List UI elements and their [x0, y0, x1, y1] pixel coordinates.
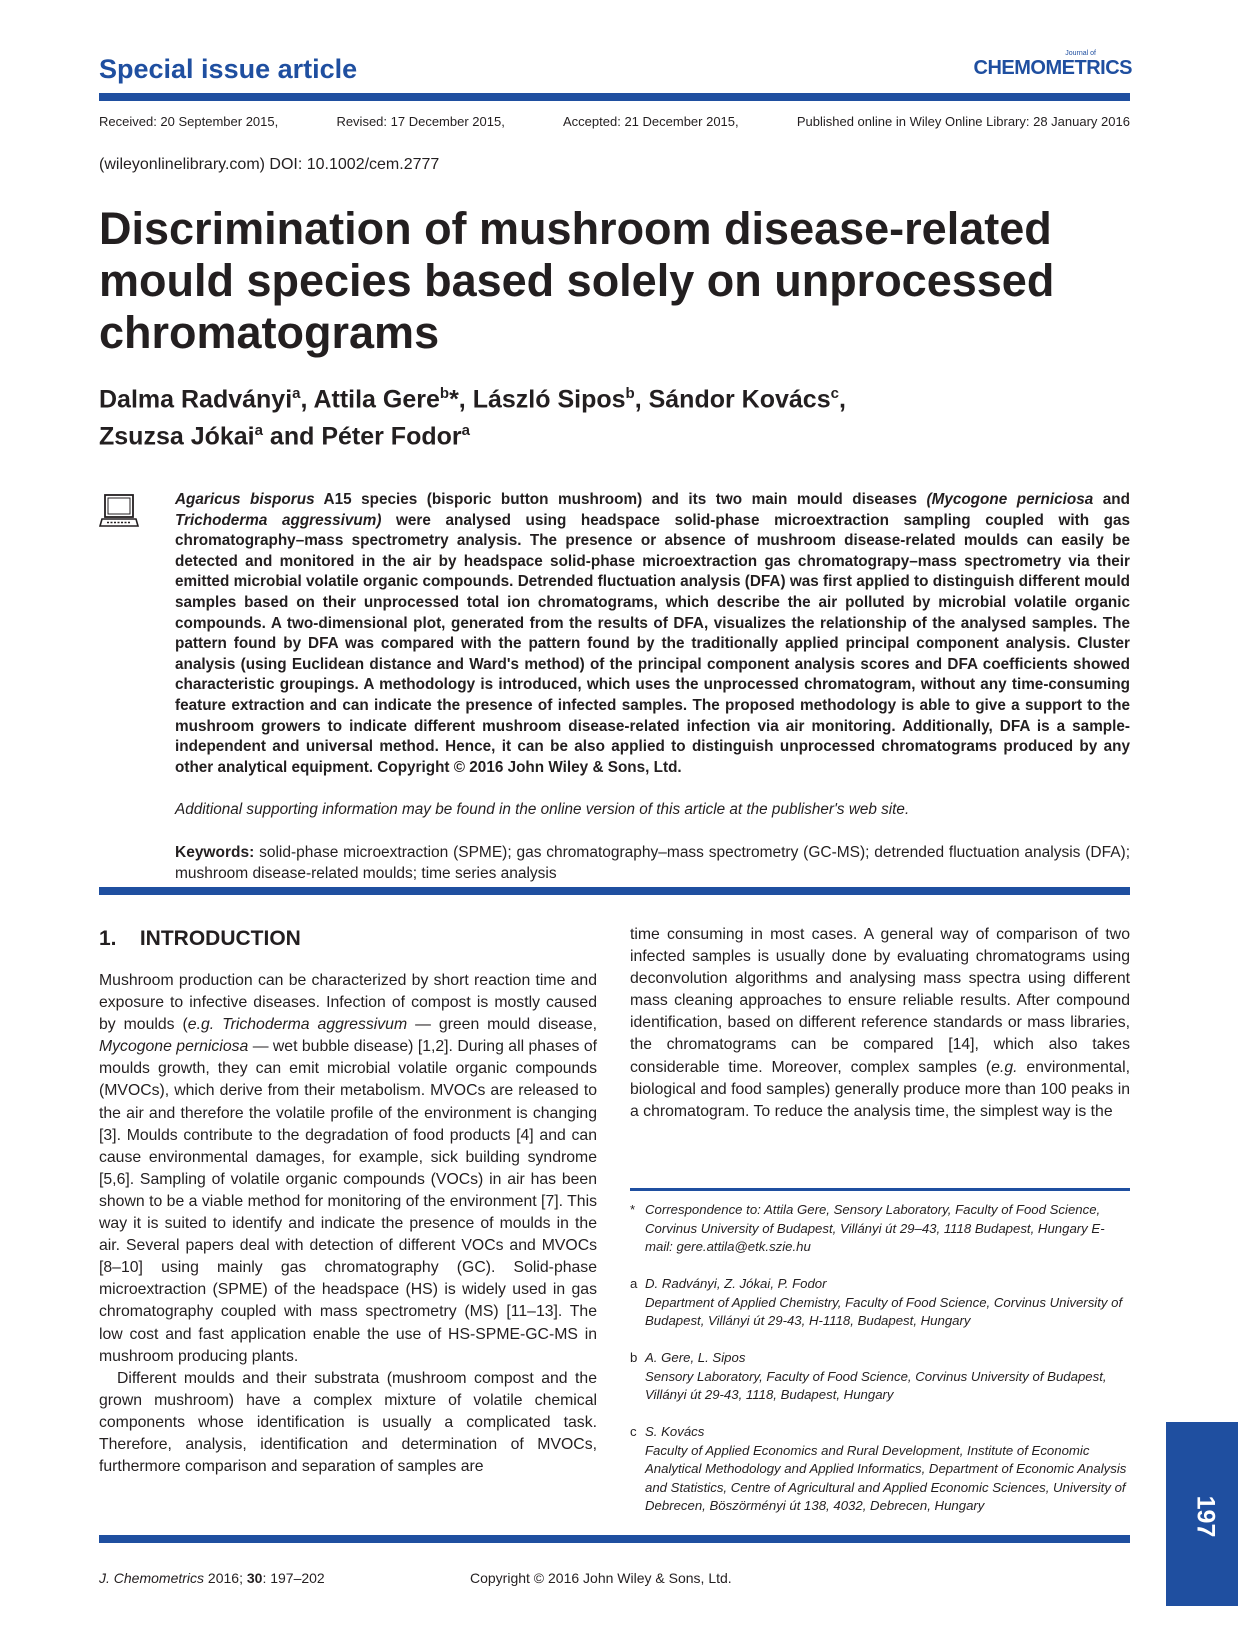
abstract-rule [99, 887, 1130, 895]
abstract [175, 490, 1130, 778]
body-italic: e.g. Trichoderma aggressivum [187, 1016, 408, 1034]
section-label: Special issue article [99, 54, 358, 84]
article-dates [99, 114, 1130, 129]
journal-logo-small: Journal of [1065, 50, 1096, 57]
footer-volume: 30 [246, 1570, 263, 1586]
footnote-text: Sensory Laboratory, Faculty of Food Science, Corvinus University of Budapest, Villányi út 29-43, 1118, Budapest, Hungary [645, 1368, 1107, 1402]
footnote-affiliation-b [630, 1349, 1130, 1405]
footnote-correspondence [630, 1201, 1130, 1257]
doi-line: (wileyonlinelibrary.com) DOI: 10.1002/cem.2777 [99, 156, 440, 173]
body-text: — wet bubble disease) [1,2]. During all phases of moulds growth, they can emit microbial volatile organic compounds (MVOCs), which derive from their metabolism. MVOCs are released to the air and therefore the volatile profile of the environment is changing [3]. Moulds contribute to the degradation of food products [4] and can cause environmental damages, for example, sick building syndrome [5,6]. Sampling of volatile organic compounds (VOCs) in air has been shown to be a viable method for monitoring of the environment [7]. This way it is suited to identify and indicate the presence of moulds in the air. Several papers deal with detection of different VOCs and MVOCs [8–10] using mainly gas chromatography (GC). Solid-phase microextraction (SPME) of the headspace (HS) is widely used in gas chromatography coupled with mass spectrometry (MS) [11–13]. The low cost and fast application enable the use of HS-SPME-GC-MS in mushroom producing plants. [99, 1038, 597, 1365]
body-italic: Mycogone perniciosa [99, 1038, 249, 1056]
author-name: László Sipos [472, 385, 626, 414]
author-name: Péter Fodor [321, 422, 462, 451]
footnote-names: A. Gere, L. Sipos [645, 1350, 746, 1365]
page-number-tab [1166, 1422, 1238, 1606]
footnote-affiliation-a [630, 1275, 1130, 1331]
body-italic: e.g. [991, 1058, 1018, 1076]
footnote-text: Correspondence to: Attila Gere, Sensory Laboratory, Faculty of Food Science, Corvinus University of Budapest, Villányi út 29–43, 1118 Budapest, Hungary E-mail: gere.attila@etk.szie.hu [645, 1202, 1105, 1254]
abstract-species: (Mycogone perniciosa [926, 491, 1094, 508]
footnote-marker: b [630, 1350, 638, 1365]
footnote-marker: c [630, 1424, 637, 1439]
computer-icon [99, 494, 139, 528]
body-text: time consuming in most cases. A general way of comparison of two infected samples is usually done by evaluating chromatograms using deconvolution algorithms and analysing mass spectra using different mass cleaning approaches to ensure reliable results. After compound identification, based on different reference standards or mass libraries, the chromatograms can be compared [14], which also takes considerable time. Moreover, complex samples ( [630, 926, 1130, 1076]
footnote-names: S. Kovács [645, 1424, 705, 1439]
body-text: Mushroom production can be characterized by short reaction time and exposure to infective diseases. Infection of compost is mostly caused by moulds ( [99, 972, 597, 1034]
author-name: Zsuzsa Jókai [99, 422, 255, 451]
footer-pages: : 197–202 [262, 1570, 325, 1586]
body-paragraph: Different moulds and their substrata (mushroom compost and the grown mushroom) have a complex mixture of volatile chemical components whose identification is usually a complicated task. Therefore, analysis, identification and determination of MVOCs, furthermore comparison and separation of samples are [99, 1369, 597, 1476]
author-name: Dalma Radványi [99, 385, 293, 414]
author-affiliation: a [292, 385, 301, 402]
body-paragraph [99, 970, 597, 1368]
copyright-footer: Copyright © 2016 John Wiley & Sons, Ltd. [470, 1570, 732, 1586]
journal-logo [974, 50, 1132, 80]
footnote-text: Department of Applied Chemistry, Faculty of Food Science, Corvinus University of Budapest, Villányi út 29-43, H-1118, Budapest, Hungary [645, 1294, 1123, 1328]
footer-journal: J. Chemometrics [99, 1570, 205, 1586]
date-received: Received: 20 September 2015, [99, 114, 279, 129]
header-rule [99, 93, 1130, 101]
author-affiliation: b [439, 385, 450, 402]
footnote-marker: * [630, 1202, 636, 1217]
footnote-rule [630, 1188, 1130, 1191]
body-text: — green mould disease, [407, 1016, 597, 1034]
author-affiliation: a [461, 422, 470, 440]
abstract-text: and [1093, 491, 1130, 508]
date-accepted: Accepted: 21 December 2015, [563, 114, 739, 129]
journal-logo-name: CHEMOMETRICS [973, 57, 1132, 79]
article-title: Discrimination of mushroom disease-related mould species based solely on unprocessed chromatograms [99, 203, 1055, 358]
abstract-text: A15 species (bisporic button mushroom) and its two main mould diseases [314, 491, 927, 508]
footer-year: 2016; [204, 1570, 247, 1586]
section-heading: 1. INTRODUCTION [99, 927, 301, 950]
keywords [175, 843, 1130, 884]
corresponding-mark: * [449, 385, 459, 414]
date-published: Published online in Wiley Online Library: 28 January 2016 [796, 114, 1130, 129]
footnote-affiliation-c [630, 1423, 1130, 1516]
keywords-text: solid-phase microextraction (SPME); gas chromatography–mass spectrometry (GC-MS); detrended fluctuation analysis (DFA); mushroom disease-related moulds; time series analysis [175, 844, 1130, 882]
footnote-marker: a [630, 1276, 638, 1291]
supporting-info-note: Additional supporting information may be found in the online version of this article at the publisher's web site. [175, 801, 910, 818]
author-affiliation: c [830, 385, 839, 402]
footer-rule [99, 1535, 1130, 1543]
date-revised: Revised: 17 December 2015, [336, 114, 505, 129]
abstract-species: Trichoderma aggressivum) [175, 511, 382, 529]
footnote-names: D. Radványi, Z. Jókai, P. Fodor [645, 1276, 827, 1291]
abstract-text: were analysed using headspace solid-phase microextraction sampling coupled with gas chromatography–mass spectrometry analysis. The presence or absence of mushroom disease-related moulds can easily be detected and monitored in the air by headspace solid-phase microextraction gas chromatograpy–mass spectrometry via their emitted microbial volatile organic compounds. Detrended fluctuation analysis (DFA) was first applied to distinguish different mould samples based on their unprocessed total ion chromatograms, which describe the air polluted by microbial volatile organic compounds. A two-dimensional plot, generated from the results of DFA, visualizes the relationship of the analysed samples. The pattern found by DFA was compared with the pattern found by the traditionally applied principal component analysis. Cluster analysis (using Euclidean distance and Ward's method) of the principal component analysis scores and DFA coefficients showed characteristic groupings. A methodology is introduced, which uses the unprocessed chromatogram, without any time-consuming feature extraction and can indicate the presence of infected samples. The proposed methodology is able to give a support to the mushroom growers to indicate different mushroom disease-related infection via air monitoring. Additionally, DFA is a sample-independent and universal method. Hence, it can be also applied to distinguish unprocessed chromatograms produced by any other analytical equipment. Copyright © 2016 John Wiley & Sons, Ltd. [175, 511, 1130, 776]
author-affiliation: a [254, 422, 263, 440]
keywords-label: Keywords: [175, 844, 255, 861]
abstract-species: Agaricus bisporus [175, 491, 315, 508]
citation-footer [99, 1570, 325, 1586]
body-text: environmental, biological and food samples) generally produce more than 100 peaks in a chromatogram. To reduce the analysis time, the simplest way is the [630, 1058, 1130, 1120]
footnote-text: Faculty of Applied Economics and Rural Development, Institute of Economic Analytical Methodology and Applied Informatics, Department of Economic Analysis and Statistics, Centre of Agricultural and Applied Economic Sciences, University of Debrecen, Böszörményi út 138, 4032, Debrecen, Hungary [645, 1442, 1127, 1513]
body-column-right [630, 924, 1130, 1123]
author-name: Sándor Kovács [648, 385, 831, 414]
author-affiliation: b [625, 385, 635, 402]
body-column-left [99, 970, 597, 1478]
page-number: 197 [1191, 1495, 1220, 1538]
author-name: Attila Gere [313, 385, 440, 414]
author-list: Dalma Radványi$^a$, Attila Gere$^b$*, László Sipos$^b$, Sándor Kovács$^c$, Zsuzsa Jókai$^a$ and Péter Fodor$^a$ [99, 385, 846, 451]
